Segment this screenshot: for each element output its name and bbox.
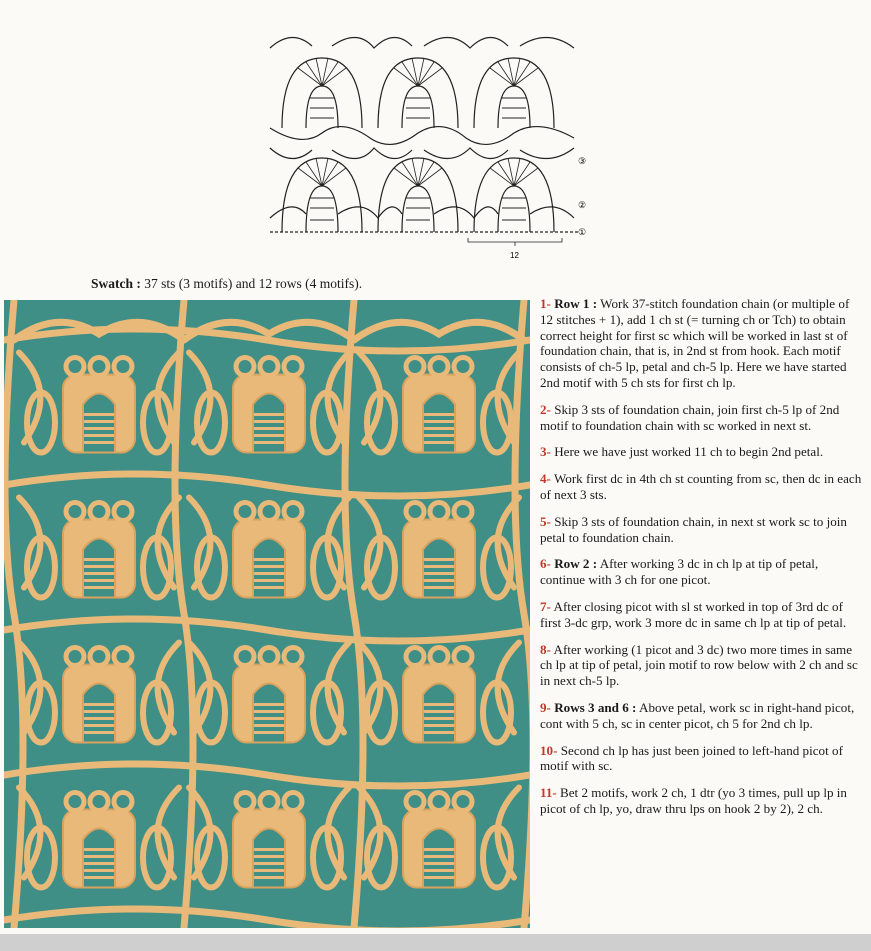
row-marker-2: ② (578, 200, 587, 210)
step-text: Skip 3 sts of foundation chain, in next st work sc to join petal to foundation chain. (540, 513, 847, 545)
step-7 (540, 599, 862, 631)
swatch-caption (91, 276, 362, 292)
step-number: 9- (540, 699, 551, 715)
step-text: Work first dc in 4th ch st counting from sc, then dc in each of next 3 sts. (540, 471, 862, 502)
swatch-photo-drawing (4, 300, 530, 928)
step-5 (540, 514, 862, 546)
step-10 (540, 743, 862, 775)
step-text: Skip 3 sts of foundation chain, join first ch-5 lp of 2nd motif to foundation chain with sc worked in next st. (540, 401, 840, 433)
swatch-photo (4, 300, 530, 928)
step-text: After working (1 picot and 3 dc) two more times in same ch lp at tip of petal, join motif to row below with 2 ch and sc in next ch-5 lp. (540, 641, 858, 689)
step-4 (540, 471, 862, 503)
step-text: Second ch lp has just been joined to left-hand picot of motif with sc. (540, 742, 843, 774)
step-8 (540, 642, 862, 689)
step-number: 11- (540, 785, 557, 801)
step-9 (540, 700, 862, 732)
step-number: 4- (540, 471, 551, 487)
step-text: Here we have just worked 11 ch to begin 2nd petal. (554, 444, 824, 460)
row-marker-1: ① (578, 227, 587, 237)
step-3 (540, 444, 862, 460)
step-number: 6- (540, 556, 551, 572)
step-text: Work 37-stitch foundation chain (or multiple of 12 stitches + 1), add 1 ch st (= turning ch or Tch) to obtain correct height for first sc which will be worked in last st of foundation chain, that is, in 2nd st from hook. Each motif consists of ch-5 lp, petal and ch-5 lp. Here we have started 2nd motif with 5 ch sts for first ch lp. (540, 296, 850, 390)
step-title: Row 1 : (554, 296, 598, 311)
stitch-diagram (262, 28, 598, 264)
step-number: 5- (540, 513, 551, 529)
step-1 (540, 296, 862, 391)
step-text: Bet 2 motifs, work 2 ch, 1 dtr (yo 3 times, pull up lp in picot of ch lp, yo, draw thru lps on hook 2 by 2), 2 ch. (540, 785, 847, 816)
step-number: 8- (540, 641, 551, 657)
step-title: Row 2 : (554, 556, 598, 572)
step-text: After closing picot with sl st worked in top of 3rd dc of first 3-dc grp, work 3 more dc in same ch lp at tip of petal. (540, 598, 847, 630)
step-title: Rows 3 and 6 : (554, 699, 637, 715)
step-number: 1- (540, 296, 551, 311)
swatch-text: 37 sts (3 motifs) and 12 rows (4 motifs). (144, 276, 363, 291)
stitch-repeat-label: 12 (510, 251, 519, 260)
stitch-diagram-drawing (262, 28, 598, 264)
step-text: Above petal, work sc in right-hand picot, cont with 5 ch, sc in center picot, ch 5 for 2nd ch lp. (540, 699, 855, 731)
step-11 (540, 785, 862, 817)
page-bottom-edge (0, 934, 871, 951)
step-number: 7- (540, 598, 551, 614)
row-marker-3: ③ (578, 156, 587, 166)
step-number: 3- (540, 444, 551, 460)
step-2 (540, 402, 862, 434)
step-number: 2- (540, 401, 551, 417)
step-text: After working 3 dc in ch lp at tip of petal, continue with 3 ch for one picot. (540, 556, 819, 588)
swatch-label: Swatch : (91, 276, 141, 291)
step-number: 10- (540, 742, 558, 758)
instructions-column (540, 296, 862, 828)
step-6 (540, 556, 862, 588)
